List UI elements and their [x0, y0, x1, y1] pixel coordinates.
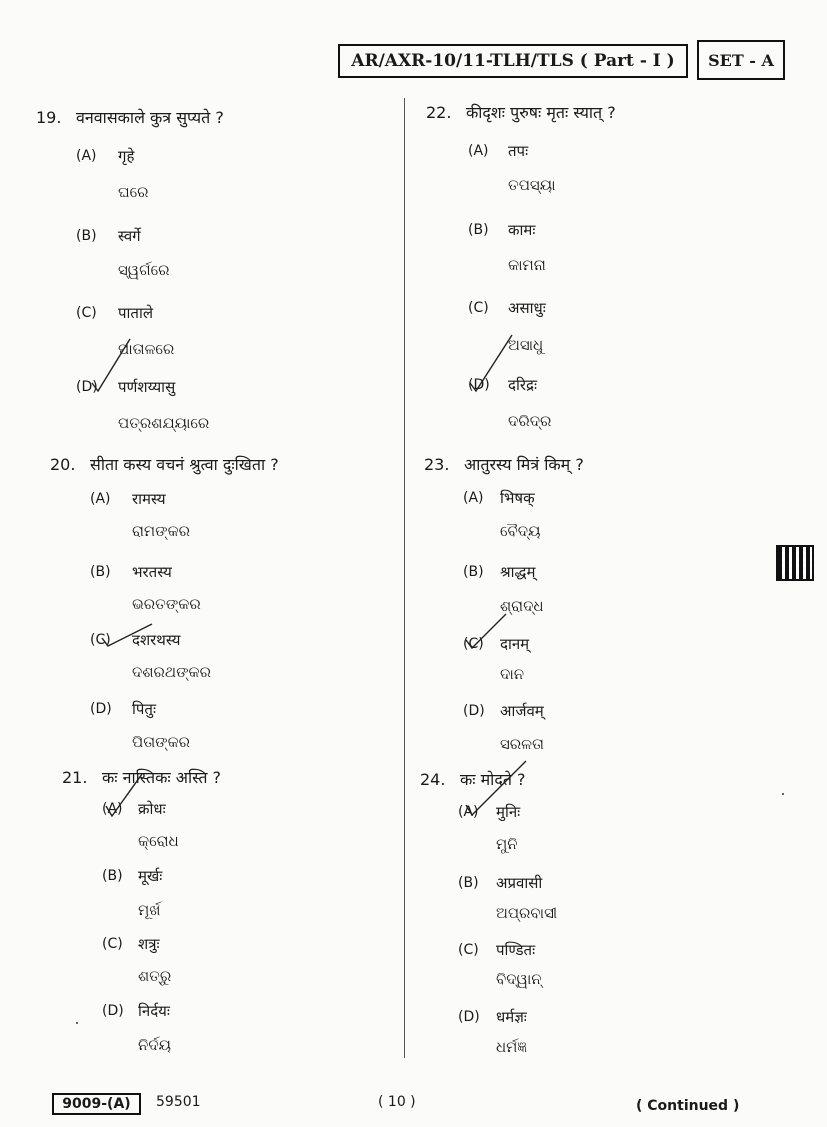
option-translation: ଦରିଦ୍ର — [508, 412, 552, 430]
option-translation: ନିର୍ଦୟ — [138, 1036, 172, 1054]
option-translation: ବିଦ୍ୱାନ୍ — [496, 970, 542, 988]
option-translation: ଘରେ — [118, 183, 149, 201]
option-translation: ଭରତଙ୍କର — [132, 595, 201, 613]
stray-dot — [76, 1022, 78, 1024]
option-translation: ବୈଦ୍ୟ — [500, 522, 541, 540]
booklet-code: 9009-(A) — [52, 1093, 141, 1115]
option-text: मूर्खः — [138, 867, 163, 885]
option-translation: ମୂର୍ଖ — [138, 901, 161, 919]
option-translation: ପିତାଙ୍କର — [132, 733, 191, 751]
option-label: (A) — [458, 804, 479, 820]
option-text: दशरथस्य — [132, 631, 181, 649]
option-text: आर्जवम् — [500, 702, 544, 720]
option-translation: ରାମଙ୍କର — [132, 522, 191, 540]
column-divider — [404, 98, 405, 1058]
option-text: रामस्य — [132, 490, 166, 508]
page-number: ( 10 ) — [378, 1094, 416, 1110]
question-19 — [36, 106, 224, 128]
question-23 — [424, 453, 584, 475]
tick-mark-icon — [460, 757, 532, 819]
option-translation: ପତ୍ରଶଯ୍ୟାରେ — [118, 414, 210, 432]
option-translation: ଅପ୍ରବାସୀ — [496, 904, 558, 922]
booklet-number: 59501 — [156, 1094, 201, 1110]
option-text: दरिद्रः — [508, 376, 537, 394]
option-translation: ଧର୍ମଜ୍ଞ — [496, 1038, 527, 1056]
option-translation: ମୁନି — [496, 835, 518, 853]
option-translation: ଦଶରଥଙ୍କର — [132, 663, 211, 681]
option-label: (B) — [76, 228, 97, 244]
option-label: (D) — [468, 377, 490, 393]
option-label: (D) — [463, 703, 485, 719]
option-label: (B) — [90, 564, 111, 580]
option-translation: ପାତାଳରେ — [118, 340, 175, 358]
option-translation: କ୍ରୋଧ — [138, 832, 179, 850]
option-text: भरतस्य — [132, 563, 172, 581]
option-text: पण्डितः — [496, 941, 536, 959]
option-translation: କାମନା — [508, 256, 546, 274]
option-text: असाधुः — [508, 299, 546, 317]
tick-mark-icon — [466, 325, 516, 395]
option-text: कामः — [508, 221, 536, 239]
question-number: 19. — [36, 108, 62, 127]
option-text: पाताले — [118, 304, 154, 322]
option-label: (C) — [468, 300, 489, 316]
question-text: कः नास्तिकः अस्ति ? — [102, 768, 222, 787]
question-number: 22. — [426, 103, 452, 122]
question-number: 20. — [50, 455, 76, 474]
option-text: निर्दयः — [138, 1002, 170, 1020]
tick-mark-icon — [100, 770, 150, 820]
stray-dot — [782, 793, 784, 795]
option-label: (D) — [90, 701, 112, 717]
option-text: पितुः — [132, 700, 156, 718]
set-label: SET - A — [697, 40, 785, 80]
option-text: मुनिः — [496, 803, 521, 821]
option-label: (B) — [458, 875, 479, 891]
option-translation: ସରଳତା — [500, 735, 544, 753]
continued-label: ( Continued ) — [636, 1098, 740, 1114]
option-translation: ଦାନ — [500, 665, 525, 683]
option-label: (B) — [463, 564, 484, 580]
tick-mark-icon — [86, 335, 136, 395]
question-number: 24. — [420, 770, 446, 789]
option-label: (D) — [76, 379, 98, 395]
question-text: आतुरस्य मित्रं किम् ? — [464, 455, 584, 474]
tick-mark-icon — [96, 620, 156, 650]
question-number: 21. — [62, 768, 88, 787]
option-text: गृहे — [118, 147, 135, 165]
option-label: (B) — [468, 222, 489, 238]
option-label: (B) — [102, 868, 123, 884]
paper-code: AR/AXR-10/11-TLH/TLS ( Part - I ) — [338, 44, 688, 78]
option-text: पर्णशय्यासु — [118, 378, 176, 396]
option-translation: ଅସାଧୁ — [508, 336, 544, 354]
option-label: (C) — [458, 942, 479, 958]
option-text: अप्रवासी — [496, 874, 543, 892]
option-text: धर्मज्ञः — [496, 1008, 527, 1026]
option-label: (A) — [468, 143, 489, 159]
option-translation: ଶ୍ରାଦ୍ଧ — [500, 597, 544, 615]
option-text: श्राद्धम् — [500, 563, 536, 581]
option-label: (C) — [90, 632, 111, 648]
option-text: क्रोधः — [138, 800, 166, 818]
question-20 — [50, 453, 279, 475]
option-label: (C) — [463, 636, 484, 652]
option-label: (D) — [102, 1003, 124, 1019]
option-label: (C) — [76, 305, 97, 321]
option-label: (A) — [463, 490, 484, 506]
option-label: (A) — [76, 148, 97, 164]
option-label: (A) — [90, 491, 111, 507]
option-label: (A) — [102, 801, 123, 817]
option-text: भिषक् — [500, 489, 535, 507]
tick-mark-icon — [460, 610, 510, 650]
option-translation: ଶତ୍ରୁ — [138, 967, 172, 985]
option-translation: ସ୍ୱର୍ଗରେ — [118, 261, 170, 279]
question-text: वनवासकाले कुत्र सुप्यते ? — [76, 108, 224, 127]
option-text: स्वर्गे — [118, 227, 141, 245]
option-label: (C) — [102, 936, 123, 952]
question-number: 23. — [424, 455, 450, 474]
question-22 — [426, 101, 616, 123]
option-translation: ତପସ୍ୟା — [508, 176, 556, 194]
option-text: तपः — [508, 142, 529, 160]
question-text: कीदृशः पुरुषः मृतः स्यात् ? — [466, 103, 616, 122]
option-text: दानम् — [500, 635, 530, 653]
question-text: कः मोदते ? — [460, 770, 526, 789]
option-text: शत्रुः — [138, 935, 160, 953]
qr-code-icon — [776, 545, 814, 581]
option-label: (D) — [458, 1009, 480, 1025]
question-text: सीता कस्य वचनं श्रुत्वा दुःखिता ? — [90, 455, 279, 474]
